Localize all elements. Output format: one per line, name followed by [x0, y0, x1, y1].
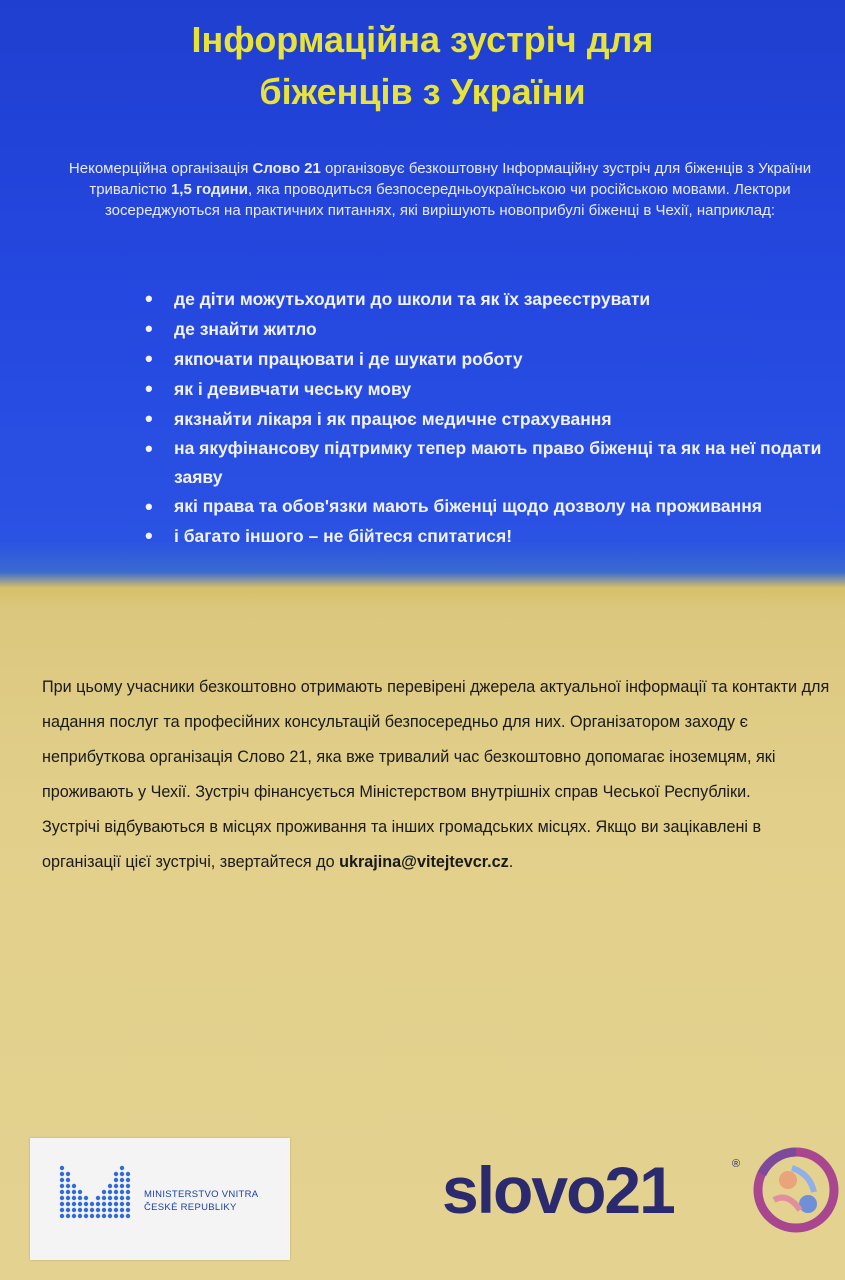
intro-text-1: Некомерційна організація [68, 160, 253, 177]
slovo21-emblem-icon [748, 1134, 844, 1244]
intro-paragraph [55, 158, 825, 221]
body-paragraph-2-end: . [508, 853, 514, 871]
topic-item: • і багато іншого – не бійтеся спитатися! [140, 521, 830, 551]
topics-list [140, 284, 830, 551]
contact-email[interactable]: ukrajina@vitejtevcr.cz [339, 853, 509, 871]
topic-item: • як і девивчати чеську мову [140, 374, 830, 404]
slovo21-logo-text: slovo21 [442, 1153, 674, 1227]
ministry-logo-card [30, 1138, 290, 1260]
topic-item: • які права та обов'язки мають біженці щодо дозволу на проживання [140, 492, 830, 521]
intro-text-3: , яка проводиться безпосередньоукраїнською чи російською мовами. Лектори зосереджуються на практичних питаннях, які вирішують новоприбулі біженці в Чехії, наприклад: [104, 181, 791, 219]
ministry-emblem-icon [58, 1162, 138, 1224]
topic-item: • на якуфінансову підтримку тепер мають право біженці та як на неї подати заяву [140, 434, 830, 492]
body-text [42, 670, 832, 880]
page-title [0, 14, 845, 118]
topic-item: • де діти можутьходити до школи та як їх зареєструвати [140, 284, 830, 314]
title-line-1: Інформаційна зустріч для [191, 19, 654, 60]
registered-mark: ® [732, 1158, 741, 1170]
intro-duration: 1,5 години [170, 181, 248, 198]
topic-item: • якпочати працювати і де шукати роботу [140, 344, 830, 374]
topic-item: • де знайти житло [140, 314, 830, 344]
intro-org-name: Слово 21 [252, 160, 321, 177]
title-line-2: біженців з України [259, 71, 586, 112]
body-paragraph-2 [42, 810, 832, 880]
ministry-name-line-1: MINISTERSTVO VNITRA [144, 1189, 259, 1200]
ministry-name [144, 1188, 258, 1214]
intro-text-2: організовує безкоштовну Інформаційну зустріч для біженців з України тривалістю [89, 160, 812, 198]
ministry-name-line-2: ČESKÉ REPUBLIKY [144, 1202, 237, 1213]
body-paragraph-2-text: Зустрічі відбуваються в місцях проживання та інших громадських місцях. Якщо ви зацікавлені в організації цієї зустрічі, звертайтеся до [42, 818, 762, 871]
topic-item: • якзнайти лікаря і як працює медичне страхування [140, 404, 830, 434]
body-paragraph-1: При цьому учасники безкоштовно отримають перевірені джерела актуальної інформації та контакти для надання послуг та професійних консультацій безпосередньо для них. Організатором заходу є неприбутковa організація Слово 21, яка вже тривалий час безкоштовно допомагає іноземцям, які проживають у Чехії. Зустріч фінансується Міністерством внутрішніх справ Чеської Республіки. [42, 678, 830, 801]
